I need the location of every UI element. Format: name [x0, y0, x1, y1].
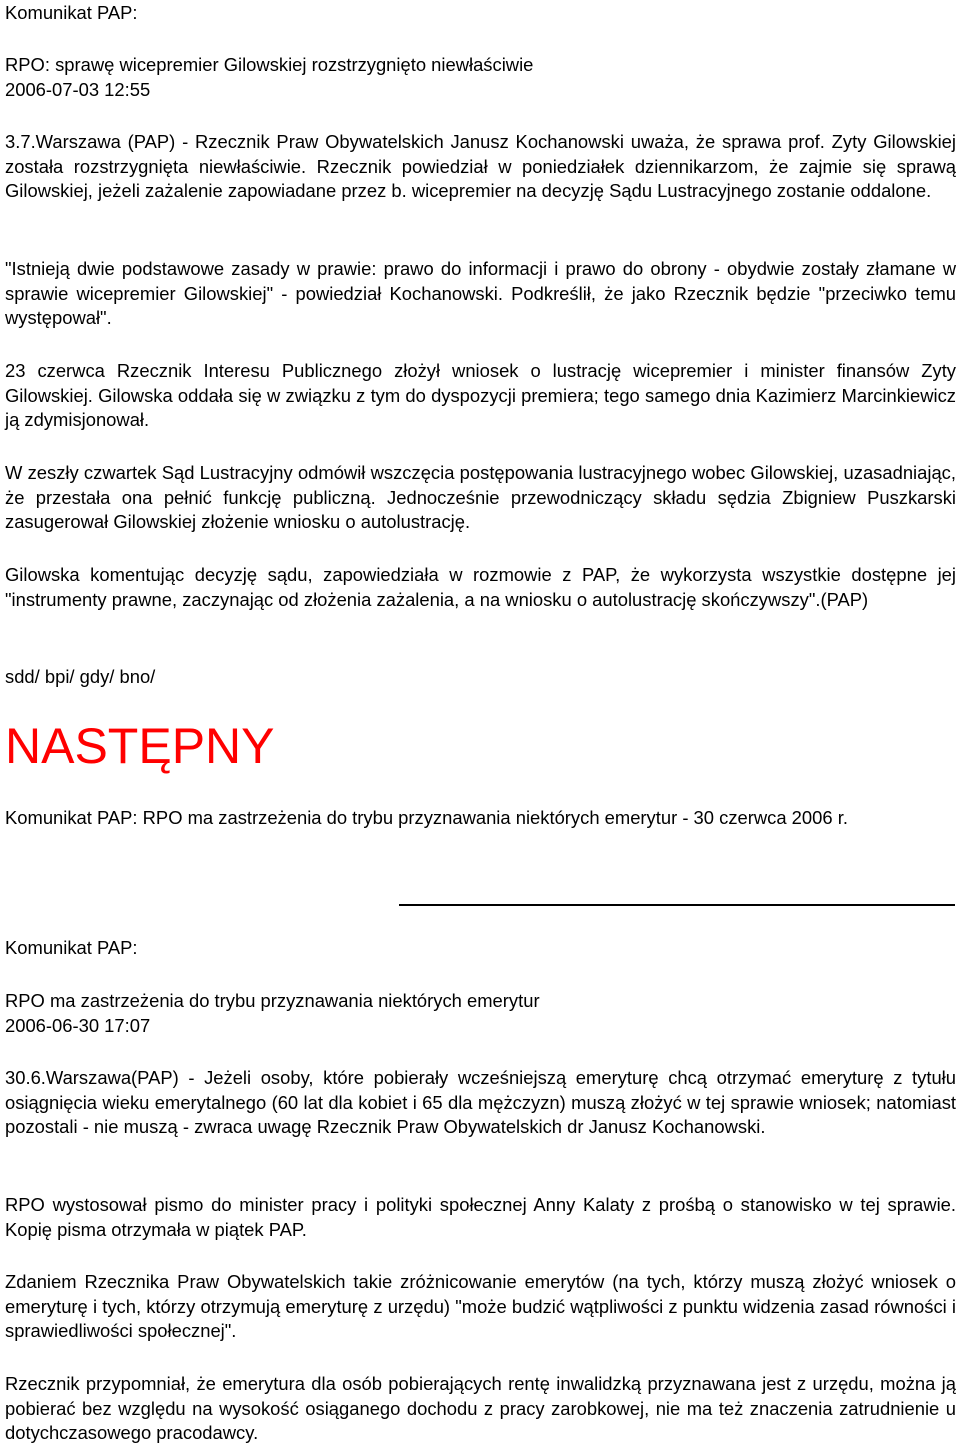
- article1-paragraph-2: "Istnieją dwie podstawowe zasady w prawie: prawo do informacji i prawo do obrony - obydwie zostały złamane w sprawie wicepremier Gilowskiej" - powiedział Kochanowski. Podkreślił, że jako Rzecznik będzie "przeciwko temu występował".: [5, 258, 956, 329]
- article1-source-label: Komunikat PAP:: [5, 2, 138, 23]
- article2-source-label: Komunikat PAP:: [5, 937, 138, 958]
- article1-datetime: 2006-07-03 12:55: [5, 79, 151, 100]
- next-article-link[interactable]: NASTĘPNY: [5, 718, 275, 774]
- article2-paragraph-1: 30.6.Warszawa(PAP) - Jeżeli osoby, które pobierały wcześniejszą emeryturę chcą otrzymać emeryturę z tytułu osiągnięcia wieku emerytalnego (60 lat dla kobiet i 65 dla mężczyzn) muszą złożyć w tej sprawie wniosek; natomiast pozostali - nie muszą - zwraca uwagę Rzecznik Praw Obywatelskich dr Janusz Kochanowski.: [5, 1067, 956, 1138]
- article2-paragraph-2: RPO wystosował pismo do minister pracy i polityki społecznej Anny Kalaty z prośbą o stanowisko w tej sprawie. Kopię pisma otrzymała w piątek PAP.: [5, 1194, 956, 1240]
- article1-title: RPO: sprawę wicepremier Gilowskiej rozstrzygnięto niewłaściwie: [5, 54, 534, 75]
- article2-paragraph-4: Rzecznik przypomniał, że emerytura dla osób pobierających rentę inwalidzką przyznawana jest z urzędu, można ją pobierać bez względu na wysokość osiąganego dochodu z pracy zarobkowej, nie ma też znaczenia zatrudnienie u dotychczasowego pracodawcy.: [5, 1373, 956, 1444]
- article2-datetime: 2006-06-30 17:07: [5, 1015, 151, 1036]
- article1-paragraph-4: W zeszły czwartek Sąd Lustracyjny odmówił wszczęcia postępowania lustracyjnego wobec Gilowskiej, uzasadniając, że przestała ona pełnić funkcję publiczną. Jednocześnie przewodniczący składu sędzia Zbigniew Puszkarski zasugerował Gilowskiej złożenie wniosku o autolustrację.: [5, 462, 956, 533]
- next-article-description: Komunikat PAP: RPO ma zastrzeżenia do trybu przyznawania niektórych emerytur - 30 czerwca 2006 r.: [5, 807, 848, 828]
- section-divider: [399, 904, 955, 906]
- article1-paragraph-1: 3.7.Warszawa (PAP) - Rzecznik Praw Obywatelskich Janusz Kochanowski uważa, że sprawa prof. Zyty Gilowskiej została rozstrzygnięta niewłaściwie. Rzecznik powiedział w poniedziałek dziennikarzom, że zajmie się sprawą Gilowskiej, jeżeli zażalenie zapowiadane przez b. wicepremier na decyzję Sądu Lustracyjnego zostanie oddalone.: [5, 131, 956, 202]
- article1-paragraph-3: 23 czerwca Rzecznik Interesu Publicznego złożył wniosek o lustrację wicepremier i minister finansów Zyty Gilowskiej. Gilowska oddała się w związku z tym do dyspozycji premiera; tego samego dnia Kazimierz Marcinkiewicz ją zdymisjonował.: [5, 360, 956, 431]
- article2-paragraph-3: Zdaniem Rzecznika Praw Obywatelskich takie zróżnicowanie emerytów (na tych, którzy muszą złożyć wniosek o emeryturę i tych, którzy otrzymują emeryturę z urzędu) "może budzić wątpliwości z punktu widzenia zasad równości i sprawiedliwości społecznej".: [5, 1271, 956, 1342]
- article2-title: RPO ma zastrzeżenia do trybu przyznawania niektórych emerytur: [5, 990, 540, 1011]
- article1-paragraph-5: Gilowska komentując decyzję sądu, zapowiedziała w rozmowie z PAP, że wykorzysta wszystkie dostępne jej "instrumenty prawne, zaczynając od złożenia zażalenia, a na wniosku o autolustrację skończywszy".(PAP): [5, 564, 956, 610]
- article1-signature: sdd/ bpi/ gdy/ bno/: [5, 666, 156, 687]
